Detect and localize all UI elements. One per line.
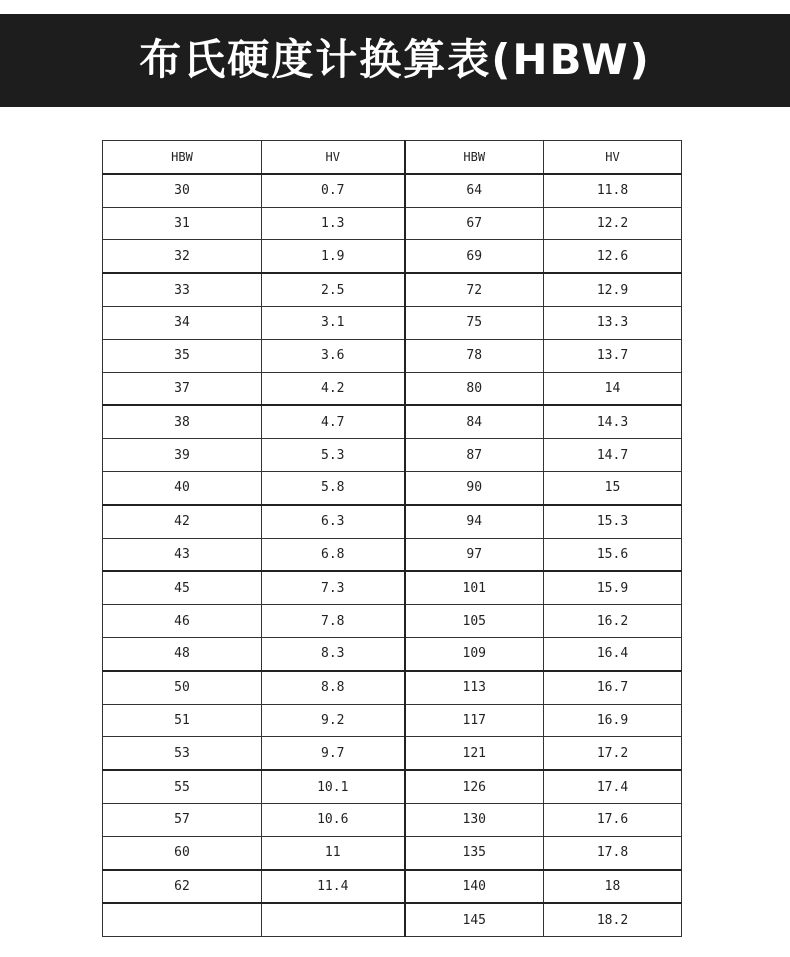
table-cell-hbw-left: 48	[103, 637, 262, 670]
table-cell-hv-left: 10.6	[262, 803, 405, 836]
table-cell-hv-right: 17.8	[544, 836, 682, 869]
table-row	[103, 439, 682, 472]
table-cell-hbw-right: 126	[405, 770, 544, 803]
page-title: 布氏硬度计换算表(HBW)	[139, 34, 651, 84]
table-cell-hbw-right: 117	[405, 704, 544, 737]
table-cell-hbw-left: 42	[103, 505, 262, 538]
table-row	[103, 836, 682, 869]
table-row	[103, 770, 682, 803]
hardness-conversion-table	[102, 140, 682, 937]
table-header-row	[103, 141, 682, 174]
table-cell-hbw-right: 101	[405, 571, 544, 604]
table-cell-hbw-left: 39	[103, 439, 262, 472]
table-cell-hbw-right: 78	[405, 339, 544, 372]
table-row	[103, 240, 682, 273]
table-cell-hbw-left: 60	[103, 836, 262, 869]
table-cell-hv-right: 17.2	[544, 737, 682, 770]
table-cell-hbw-right: 97	[405, 538, 544, 571]
table-cell-hv-left: 11	[262, 836, 405, 869]
table-cell-hbw-left: 50	[103, 671, 262, 704]
table-cell-hbw-left: 31	[103, 207, 262, 240]
table-row	[103, 372, 682, 405]
table-cell-hv-right: 16.9	[544, 704, 682, 737]
table-cell-hbw-right: 105	[405, 605, 544, 638]
table-row	[103, 605, 682, 638]
table-cell-hbw-left: 45	[103, 571, 262, 604]
table-row	[103, 505, 682, 538]
table-cell-hv-right: 13.3	[544, 306, 682, 339]
table-row	[103, 273, 682, 306]
table-cell-hv-right: 15.6	[544, 538, 682, 571]
table-cell-hbw-left: 51	[103, 704, 262, 737]
table-cell-hv-right: 18.2	[544, 903, 682, 936]
table-cell-hv-right: 15.3	[544, 505, 682, 538]
table-cell-hv-left: 9.7	[262, 737, 405, 770]
table-cell-hbw-left: 35	[103, 339, 262, 372]
table-cell-hv-right: 11.8	[544, 174, 682, 207]
table-cell-hv-right: 16.7	[544, 671, 682, 704]
table-cell-hbw-right: 64	[405, 174, 544, 207]
table-cell-hbw-right: 87	[405, 439, 544, 472]
table-cell-hbw-right: 121	[405, 737, 544, 770]
table-cell-hv-left	[262, 903, 405, 936]
table-cell-hbw-left: 53	[103, 737, 262, 770]
table-cell-hv-left: 5.8	[262, 471, 405, 504]
table-row	[103, 571, 682, 604]
table-cell-hv-right: 12.9	[544, 273, 682, 306]
header-hbw-right: HBW	[405, 141, 544, 174]
table-cell-hv-right: 17.6	[544, 803, 682, 836]
table-cell-hbw-left: 32	[103, 240, 262, 273]
table-cell-hv-left: 6.3	[262, 505, 405, 538]
table-row	[103, 903, 682, 936]
table-row	[103, 704, 682, 737]
table-cell-hbw-left: 40	[103, 471, 262, 504]
table-cell-hbw-left: 43	[103, 538, 262, 571]
table-cell-hv-left: 9.2	[262, 704, 405, 737]
table-cell-hv-left: 2.5	[262, 273, 405, 306]
table-cell-hbw-left: 34	[103, 306, 262, 339]
table-cell-hv-right: 14.7	[544, 439, 682, 472]
table-cell-hbw-right: 69	[405, 240, 544, 273]
table-cell-hv-left: 8.8	[262, 671, 405, 704]
table-cell-hbw-right: 72	[405, 273, 544, 306]
conversion-table-container	[102, 140, 681, 937]
table-row	[103, 637, 682, 670]
table-cell-hbw-left: 33	[103, 273, 262, 306]
table-cell-hbw-right: 67	[405, 207, 544, 240]
table-row	[103, 671, 682, 704]
table-cell-hbw-left: 62	[103, 870, 262, 904]
table-cell-hv-right: 13.7	[544, 339, 682, 372]
table-cell-hv-right: 17.4	[544, 770, 682, 803]
table-cell-hv-right: 15.9	[544, 571, 682, 604]
table-cell-hbw-right: 130	[405, 803, 544, 836]
table-cell-hbw-left: 46	[103, 605, 262, 638]
table-cell-hv-left: 4.2	[262, 372, 405, 405]
table-row	[103, 737, 682, 770]
table-cell-hv-left: 5.3	[262, 439, 405, 472]
header-hbw-left: HBW	[103, 141, 262, 174]
table-cell-hv-left: 10.1	[262, 770, 405, 803]
table-cell-hbw-left: 57	[103, 803, 262, 836]
table-cell-hv-right: 14.3	[544, 405, 682, 438]
table-cell-hbw-left: 55	[103, 770, 262, 803]
table-cell-hbw-right: 90	[405, 471, 544, 504]
table-cell-hv-left: 1.3	[262, 207, 405, 240]
table-cell-hv-left: 1.9	[262, 240, 405, 273]
table-cell-hv-left: 4.7	[262, 405, 405, 438]
table-cell-hv-left: 11.4	[262, 870, 405, 904]
table-cell-hbw-right: 140	[405, 870, 544, 904]
table-cell-hv-right: 12.6	[544, 240, 682, 273]
table-cell-hv-right: 14	[544, 372, 682, 405]
header-hv-left: HV	[262, 141, 405, 174]
table-cell-hbw-right: 113	[405, 671, 544, 704]
table-row	[103, 207, 682, 240]
table-cell-hbw-right: 135	[405, 836, 544, 869]
table-row	[103, 405, 682, 438]
table-cell-hbw-right: 75	[405, 306, 544, 339]
table-cell-hv-right: 18	[544, 870, 682, 904]
table-cell-hbw-left: 30	[103, 174, 262, 207]
table-cell-hv-left: 7.8	[262, 605, 405, 638]
table-cell-hbw-right: 109	[405, 637, 544, 670]
table-cell-hbw-left: 37	[103, 372, 262, 405]
table-row	[103, 339, 682, 372]
table-cell-hv-left: 3.1	[262, 306, 405, 339]
table-cell-hv-left: 7.3	[262, 571, 405, 604]
table-cell-hbw-right: 80	[405, 372, 544, 405]
table-cell-hv-right: 15	[544, 471, 682, 504]
title-banner	[0, 14, 790, 107]
table-row	[103, 538, 682, 571]
table-cell-hbw-right: 94	[405, 505, 544, 538]
table-cell-hv-left: 6.8	[262, 538, 405, 571]
table-body	[103, 174, 682, 937]
table-row	[103, 306, 682, 339]
table-cell-hbw-right: 145	[405, 903, 544, 936]
table-cell-hbw-right: 84	[405, 405, 544, 438]
table-cell-hv-right: 16.2	[544, 605, 682, 638]
table-cell-hbw-left: 38	[103, 405, 262, 438]
table-cell-hbw-left	[103, 903, 262, 936]
table-cell-hv-left: 8.3	[262, 637, 405, 670]
table-cell-hv-right: 12.2	[544, 207, 682, 240]
table-row	[103, 870, 682, 904]
table-row	[103, 174, 682, 207]
table-cell-hv-left: 0.7	[262, 174, 405, 207]
table-cell-hv-left: 3.6	[262, 339, 405, 372]
table-row	[103, 803, 682, 836]
table-cell-hv-right: 16.4	[544, 637, 682, 670]
table-row	[103, 471, 682, 504]
header-hv-right: HV	[544, 141, 682, 174]
